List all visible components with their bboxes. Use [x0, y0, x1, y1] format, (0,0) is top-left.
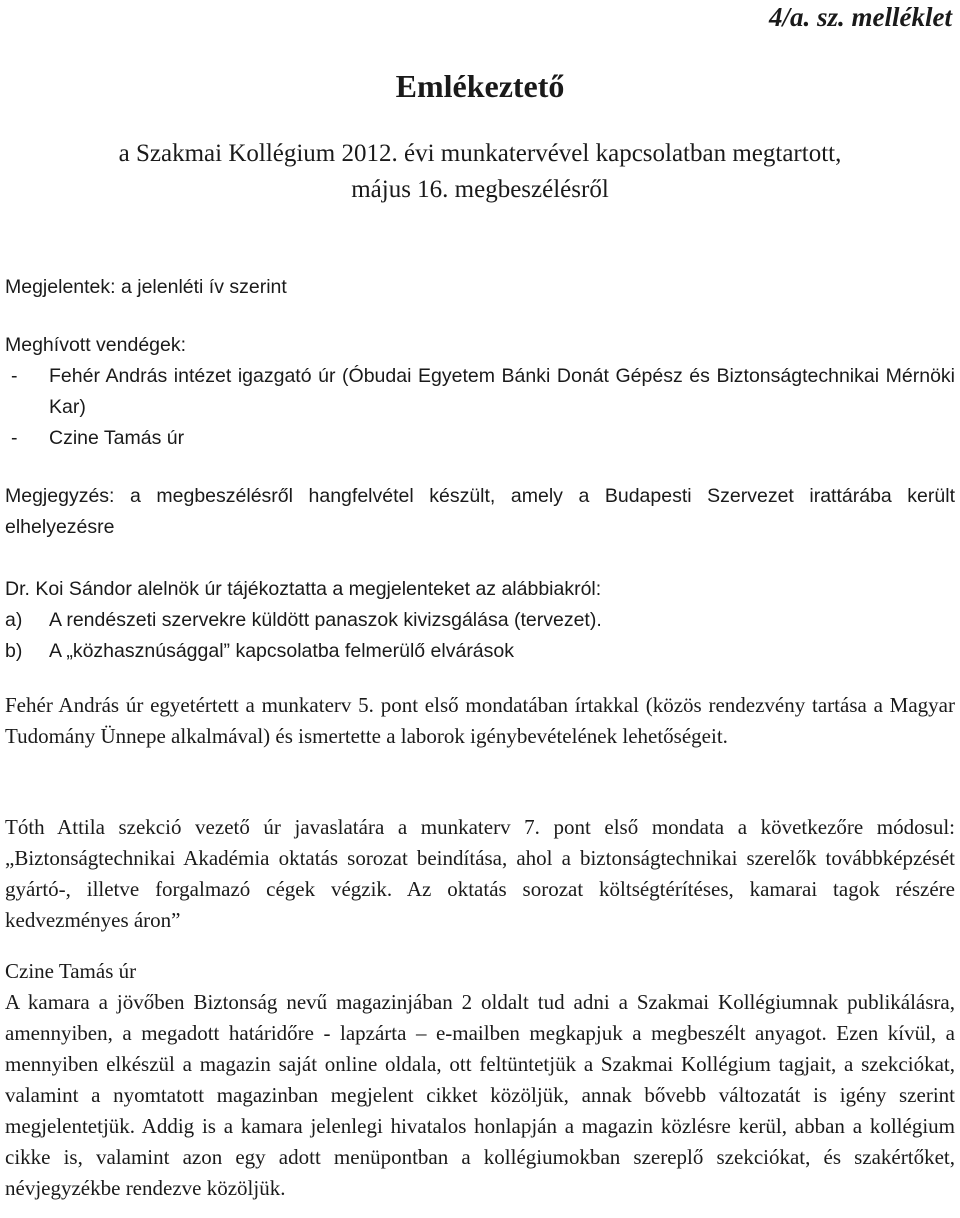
note-paragraph: Megjegyzés: a megbeszélésről hangfelvétel készült, amely a Budapesti Szervezet irattárába került elhelyezésre: [5, 485, 955, 538]
subtitle-line-2: május 16. megbeszélésről: [351, 176, 609, 203]
feher-paragraph: Fehér András úr egyetértett a munkaterv 5. pont első mondatában írtakkal (közös rendezvény tartása a Magyar Tudomány Ünnepe alkalmával) és ismertette a laborok igénybevételének lehetőségeit.: [5, 693, 955, 748]
guest-item: [5, 361, 955, 423]
document-title: Emlékeztető: [395, 68, 565, 104]
attendees-line: Megjelentek: a jelenléti ív szerint: [5, 276, 287, 298]
koi-item-text: A „közhasznúsággal” kapcsolatba felmerülő elvárások: [49, 640, 515, 662]
guests-label: Meghívott vendégek:: [5, 334, 187, 356]
guest-item: [5, 423, 955, 454]
annex-label: 4/a. sz. melléklet: [769, 2, 952, 32]
guest-text: Czine Tamás úr: [49, 427, 185, 449]
koi-item: [5, 636, 955, 667]
toth-paragraph: Tóth Attila szekció vezető úr javaslatára a munkaterv 7. pont első mondata a következőre módosul: „Biztonságtechnikai Akadémia oktatás sorozat beindítása, ahol a biztonságtechnikai szerelők továbbképzését gyártó-, illetve forgalmazó cégek végzik. Az oktatás sorozat költségtérítéses, kamarai tagok részére kedvezményes áron”: [5, 815, 955, 932]
koi-section: [5, 574, 955, 667]
guests-section: [5, 330, 955, 454]
guest-dash: -: [11, 427, 18, 449]
koi-item: [5, 605, 955, 636]
koi-item-mark: a): [5, 609, 23, 631]
czine-heading: Czine Tamás úr: [5, 959, 137, 983]
guest-dash: -: [11, 365, 18, 387]
czine-section: [5, 956, 955, 1204]
koi-intro: Dr. Koi Sándor alelnök úr tájékoztatta a megjelenteket az alábbiakról:: [5, 578, 602, 600]
document-subtitle: [0, 136, 960, 208]
koi-item-mark: b): [5, 640, 23, 662]
koi-item-text: A rendészeti szervekre küldött panaszok kivizsgálása (tervezet).: [49, 609, 602, 631]
guest-text: Fehér András intézet igazgató úr (Óbudai Egyetem Bánki Donát Gépész és Biztonságtechnikai Mérnöki Kar): [49, 365, 955, 418]
subtitle-line-1: a Szakmai Kollégium 2012. évi munkatervével kapcsolatban megtartott,: [118, 140, 842, 167]
czine-paragraph: A kamara a jövőben Biztonság nevű magazinjában 2 oldalt tud adni a Szakmai Kollégiumnak publikálásra, amennyiben, a megadott határidőre - lapzárta – e-mailben megkapjuk a megbeszélt anyagot. Ezen kívül, a mennyiben elkészül a magazin saját online oldala, ott feltüntetjük a Szakmai Kollégium tagjait, a szekciókat, valamint a nyomtatott magazinban megjelent cikket közöljük, annak bővebb változatát is igény szerint megjelentetjük. Addig is a kamara jelenlegi hivatalos honlapján a magazin közlésre kerül, abban a kollégium cikke is, valamint azon egy adott menüpontban a kollégiumokban szereplő szekciókat, és szakértőket, névjegyzékbe rendezve közöljük.: [5, 990, 955, 1200]
